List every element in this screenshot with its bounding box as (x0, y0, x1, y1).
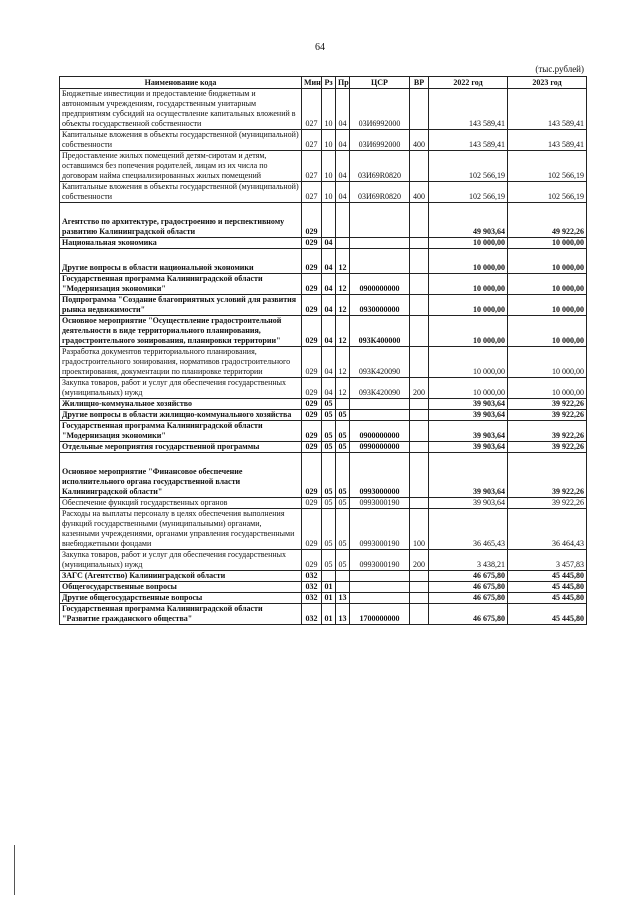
table-row (60, 89, 587, 130)
cell-pr: 05 (336, 498, 350, 509)
cell-y2023: 39 922,26 (508, 453, 587, 498)
cell-name: Закупка товаров, работ и услуг для обеспечения государственных (муниципальных) нужд (60, 550, 302, 571)
cell-rz: 05 (322, 410, 336, 421)
cell-y2022: 143 589,41 (429, 89, 508, 130)
header-vr: ВР (410, 77, 429, 89)
cell-csr: 03И69R0820 (350, 182, 410, 203)
cell-vr (410, 295, 429, 316)
cell-csr: 03И6992000 (350, 89, 410, 130)
cell-csr: 0900000000 (350, 421, 410, 442)
table-row (60, 571, 587, 582)
cell-y2023: 10 000,00 (508, 295, 587, 316)
cell-pr: 04 (336, 151, 350, 182)
cell-min: 029 (302, 498, 322, 509)
cell-y2022: 10 000,00 (429, 238, 508, 249)
cell-name: Разработка документов территориального планирования, градостроительного зонирования, нормативов градостроительного проектирования, документации по планировке территории (60, 347, 302, 378)
table-row (60, 582, 587, 593)
cell-rz (322, 203, 336, 238)
margin-line (14, 845, 15, 895)
cell-min: 029 (302, 442, 322, 453)
cell-y2023: 45 445,80 (508, 593, 587, 604)
table-row (60, 421, 587, 442)
cell-min: 032 (302, 604, 322, 625)
cell-rz: 04 (322, 316, 336, 347)
cell-name: ЗАГС (Агентство) Калининградской области (60, 571, 302, 582)
cell-pr (336, 582, 350, 593)
cell-y2022: 143 589,41 (429, 130, 508, 151)
cell-pr: 05 (336, 442, 350, 453)
cell-vr (410, 571, 429, 582)
cell-y2023: 10 000,00 (508, 249, 587, 274)
cell-pr: 05 (336, 550, 350, 571)
header-min: Мин (302, 77, 322, 89)
cell-name: Другие вопросы в области жилищно-коммунального хозяйства (60, 410, 302, 421)
cell-rz: 10 (322, 182, 336, 203)
cell-name: Другие общегосударственные вопросы (60, 593, 302, 604)
table-row (60, 182, 587, 203)
cell-y2022: 46 675,80 (429, 604, 508, 625)
cell-pr: 13 (336, 604, 350, 625)
cell-y2023: 45 445,80 (508, 582, 587, 593)
cell-vr (410, 399, 429, 410)
cell-min: 029 (302, 410, 322, 421)
table-row (60, 498, 587, 509)
cell-y2022: 3 438,21 (429, 550, 508, 571)
cell-min: 027 (302, 89, 322, 130)
table-row (60, 274, 587, 295)
cell-csr: 0993000190 (350, 509, 410, 550)
cell-y2022: 39 903,64 (429, 498, 508, 509)
table-row (60, 249, 587, 274)
cell-csr: 0990000000 (350, 442, 410, 453)
cell-pr: 04 (336, 130, 350, 151)
cell-csr (350, 249, 410, 274)
cell-name: Капитальные вложения в объекты государственной (муниципальной) собственности (60, 130, 302, 151)
cell-csr (350, 238, 410, 249)
cell-rz: 01 (322, 593, 336, 604)
cell-pr: 12 (336, 249, 350, 274)
cell-pr: 04 (336, 182, 350, 203)
cell-y2023: 39 922,26 (508, 399, 587, 410)
cell-vr (410, 593, 429, 604)
cell-pr: 12 (336, 378, 350, 399)
cell-y2022: 10 000,00 (429, 347, 508, 378)
cell-min: 029 (302, 238, 322, 249)
cell-pr: 12 (336, 316, 350, 347)
cell-rz: 05 (322, 421, 336, 442)
cell-csr: 0993000000 (350, 453, 410, 498)
table-row (60, 295, 587, 316)
cell-vr (410, 498, 429, 509)
cell-y2022: 102 566,19 (429, 182, 508, 203)
cell-y2022: 39 903,64 (429, 442, 508, 453)
cell-vr (410, 442, 429, 453)
header-row (60, 77, 587, 89)
cell-min: 029 (302, 295, 322, 316)
cell-y2022: 39 903,64 (429, 453, 508, 498)
cell-name: Общегосударственные вопросы (60, 582, 302, 593)
cell-rz: 10 (322, 89, 336, 130)
cell-pr: 12 (336, 274, 350, 295)
cell-y2023: 39 922,26 (508, 410, 587, 421)
header-pr: Пр (336, 77, 350, 89)
cell-pr (336, 399, 350, 410)
cell-rz: 04 (322, 347, 336, 378)
cell-csr (350, 203, 410, 238)
cell-min: 029 (302, 509, 322, 550)
cell-rz: 10 (322, 130, 336, 151)
cell-y2022: 10 000,00 (429, 295, 508, 316)
cell-y2023: 39 922,26 (508, 421, 587, 442)
cell-name: Подпрограмма "Создание благоприятных условий для развития рынка недвижимости" (60, 295, 302, 316)
cell-min: 029 (302, 203, 322, 238)
cell-y2022: 36 465,43 (429, 509, 508, 550)
cell-csr: 0993000190 (350, 498, 410, 509)
cell-min: 029 (302, 550, 322, 571)
table-row (60, 593, 587, 604)
cell-min: 027 (302, 130, 322, 151)
cell-pr: 12 (336, 295, 350, 316)
cell-y2023: 39 922,26 (508, 442, 587, 453)
cell-pr: 05 (336, 509, 350, 550)
cell-csr (350, 582, 410, 593)
cell-name: Агентство по архитектуре, градостроению и перспективному развитию Калининградской области (60, 203, 302, 238)
cell-vr (410, 238, 429, 249)
cell-y2023: 45 445,80 (508, 604, 587, 625)
cell-y2022: 39 903,64 (429, 421, 508, 442)
cell-rz: 01 (322, 604, 336, 625)
cell-rz: 04 (322, 295, 336, 316)
cell-vr (410, 89, 429, 130)
cell-rz: 10 (322, 151, 336, 182)
cell-name: Жилищно-коммунальное хозяйство (60, 399, 302, 410)
cell-vr: 200 (410, 378, 429, 399)
cell-vr (410, 274, 429, 295)
cell-csr (350, 593, 410, 604)
table-row (60, 238, 587, 249)
cell-min: 029 (302, 274, 322, 295)
cell-y2022: 10 000,00 (429, 378, 508, 399)
cell-min: 029 (302, 421, 322, 442)
cell-y2023: 10 000,00 (508, 316, 587, 347)
cell-min: 029 (302, 316, 322, 347)
cell-min: 029 (302, 347, 322, 378)
cell-y2022: 10 000,00 (429, 249, 508, 274)
cell-pr (336, 571, 350, 582)
cell-vr (410, 347, 429, 378)
cell-pr: 05 (336, 453, 350, 498)
cell-rz: 04 (322, 249, 336, 274)
cell-vr (410, 421, 429, 442)
cell-y2023: 10 000,00 (508, 274, 587, 295)
table-row (60, 604, 587, 625)
cell-rz: 01 (322, 582, 336, 593)
cell-rz: 05 (322, 509, 336, 550)
cell-pr: 04 (336, 89, 350, 130)
cell-y2023: 102 566,19 (508, 151, 587, 182)
cell-csr: 0993000190 (350, 550, 410, 571)
cell-vr (410, 316, 429, 347)
cell-y2022: 46 675,80 (429, 571, 508, 582)
table-row (60, 130, 587, 151)
cell-rz: 05 (322, 498, 336, 509)
cell-name: Капитальные вложения в объекты государственной (муниципальной) собственности (60, 182, 302, 203)
table-row (60, 550, 587, 571)
cell-vr (410, 203, 429, 238)
cell-y2023: 3 457,83 (508, 550, 587, 571)
cell-name: Основное мероприятие "Финансовое обеспечение исполнительного органа государственной власти Калининградской области" (60, 453, 302, 498)
cell-min: 027 (302, 182, 322, 203)
budget-table (59, 76, 587, 625)
cell-y2023: 39 922,26 (508, 498, 587, 509)
cell-y2023: 49 922,26 (508, 203, 587, 238)
cell-min: 029 (302, 399, 322, 410)
cell-vr (410, 604, 429, 625)
cell-name: Основное мероприятие "Осуществление градостроительной деятельности в виде территориального планирования, градостроительного зонирования, планировки территории" (60, 316, 302, 347)
header-2022: 2022 год (429, 77, 508, 89)
cell-vr: 400 (410, 130, 429, 151)
cell-y2022: 10 000,00 (429, 316, 508, 347)
cell-y2022: 39 903,64 (429, 399, 508, 410)
cell-name: Национальная экономика (60, 238, 302, 249)
table-row (60, 316, 587, 347)
header-rz: Рз (322, 77, 336, 89)
cell-name: Обеспечение функций государственных органов (60, 498, 302, 509)
cell-vr (410, 410, 429, 421)
cell-y2022: 46 675,80 (429, 582, 508, 593)
cell-csr: 03И69R0820 (350, 151, 410, 182)
cell-min: 032 (302, 571, 322, 582)
cell-pr: 12 (336, 347, 350, 378)
cell-y2023: 102 566,19 (508, 182, 587, 203)
cell-pr (336, 203, 350, 238)
cell-name: Государственная программа Калининградской области "Развитие гражданского общества" (60, 604, 302, 625)
table-row (60, 399, 587, 410)
cell-rz: 04 (322, 378, 336, 399)
cell-rz: 04 (322, 274, 336, 295)
cell-y2022: 46 675,80 (429, 593, 508, 604)
table-row (60, 378, 587, 399)
cell-pr: 05 (336, 421, 350, 442)
table-row (60, 453, 587, 498)
cell-vr: 100 (410, 509, 429, 550)
cell-csr (350, 410, 410, 421)
cell-csr: 03И6992000 (350, 130, 410, 151)
cell-name: Расходы на выплаты персоналу в целях обеспечения выполнения функций государственными (муниципальными) органами, казенными учреждениями, органами управления государственными внебюджетными фондами (60, 509, 302, 550)
cell-csr: 0900000000 (350, 274, 410, 295)
cell-y2023: 10 000,00 (508, 378, 587, 399)
cell-y2023: 36 464,43 (508, 509, 587, 550)
cell-csr: 093К420090 (350, 347, 410, 378)
table-row (60, 509, 587, 550)
header-2023: 2023 год (508, 77, 587, 89)
table-row (60, 442, 587, 453)
cell-min: 029 (302, 453, 322, 498)
cell-vr (410, 249, 429, 274)
cell-csr: 093К400000 (350, 316, 410, 347)
cell-rz: 05 (322, 442, 336, 453)
cell-name: Закупка товаров, работ и услуг для обеспечения государственных (муниципальных) нужд (60, 378, 302, 399)
cell-csr (350, 399, 410, 410)
header-csr: ЦСР (350, 77, 410, 89)
cell-min: 029 (302, 378, 322, 399)
cell-y2022: 10 000,00 (429, 274, 508, 295)
cell-y2022: 102 566,19 (429, 151, 508, 182)
units-label: (тыс.рублей) (535, 64, 584, 74)
cell-name: Государственная программа Калининградской области "Модернизация экономики" (60, 274, 302, 295)
cell-name: Отдельные мероприятия государственной программы (60, 442, 302, 453)
cell-y2023: 143 589,41 (508, 89, 587, 130)
table-row (60, 410, 587, 421)
cell-name: Бюджетные инвестиции и предоставление бюджетным и автономным учреждениям, государственным унитарным предприятиям субсидий на осуществление капитальных вложений в объекты государственной собственности (60, 89, 302, 130)
cell-pr (336, 238, 350, 249)
cell-name: Предоставление жилых помещений детям-сиротам и детям, оставшимся без попечения родителей, лицам из их числа по договорам найма специализированных жилых помещений (60, 151, 302, 182)
cell-vr (410, 582, 429, 593)
header-name: Наименование кода (60, 77, 302, 89)
cell-y2023: 10 000,00 (508, 347, 587, 378)
cell-name: Другие вопросы в области национальной экономики (60, 249, 302, 274)
cell-y2023: 10 000,00 (508, 238, 587, 249)
cell-pr: 05 (336, 410, 350, 421)
cell-csr (350, 571, 410, 582)
cell-min: 032 (302, 582, 322, 593)
cell-y2023: 45 445,80 (508, 571, 587, 582)
cell-min: 027 (302, 151, 322, 182)
cell-pr: 13 (336, 593, 350, 604)
table-row (60, 203, 587, 238)
page-number: 64 (315, 42, 325, 53)
cell-vr (410, 453, 429, 498)
table-row (60, 151, 587, 182)
cell-vr: 400 (410, 182, 429, 203)
cell-rz (322, 571, 336, 582)
cell-min: 032 (302, 593, 322, 604)
cell-rz: 05 (322, 399, 336, 410)
cell-rz: 05 (322, 550, 336, 571)
table-row (60, 347, 587, 378)
cell-rz: 05 (322, 453, 336, 498)
cell-name: Государственная программа Калининградской области "Модернизация экономики" (60, 421, 302, 442)
cell-vr: 200 (410, 550, 429, 571)
cell-rz: 04 (322, 238, 336, 249)
cell-y2022: 49 903,64 (429, 203, 508, 238)
cell-csr: 0930000000 (350, 295, 410, 316)
cell-vr (410, 151, 429, 182)
cell-min: 029 (302, 249, 322, 274)
cell-csr: 093К420090 (350, 378, 410, 399)
cell-y2023: 143 589,41 (508, 130, 587, 151)
cell-csr: 1700000000 (350, 604, 410, 625)
cell-y2022: 39 903,64 (429, 410, 508, 421)
